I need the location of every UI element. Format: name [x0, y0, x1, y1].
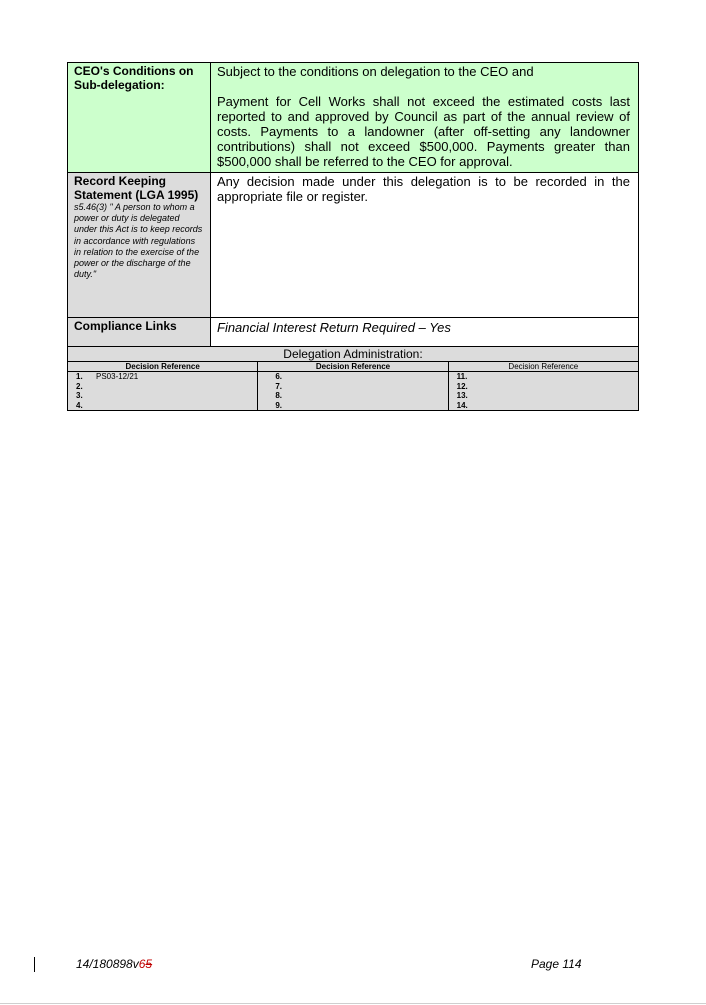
compliance-label: Compliance Links — [74, 319, 177, 333]
record-keeping-note: s5.46(3) " A person to whom a power or duty is delegated under this Act is to keep records in accordance with regulations in relation to the exercise of the power or the discharge of the duty." — [74, 202, 203, 280]
row-number: 12. — [456, 381, 468, 391]
admin-title: Delegation Administration: — [68, 347, 639, 362]
record-keeping-content-cell — [211, 173, 639, 318]
row-number: 1. — [76, 372, 83, 381]
admin-row — [68, 391, 257, 401]
admin-column-3 — [448, 372, 638, 411]
admin-row — [258, 382, 447, 392]
row-number: 2. — [76, 381, 83, 391]
row-number: 11. — [456, 372, 468, 381]
record-keeping-label: Record Keeping Statement (LGA 1995) — [74, 174, 199, 202]
admin-row — [258, 401, 447, 411]
version-deleted: 5 — [145, 957, 153, 971]
row-number: 4. — [76, 400, 83, 410]
row-number: 6. — [275, 372, 282, 381]
page-bottom-divider — [0, 1003, 706, 1004]
admin-row — [449, 391, 638, 401]
row-number: 13. — [456, 391, 468, 400]
conditions-content-cell — [211, 63, 639, 173]
conditions-para-1: Subject to the conditions on delegation to the CEO and — [217, 64, 534, 79]
record-keeping-label-cell — [68, 173, 211, 318]
admin-col-header-2: Decision Reference — [258, 362, 448, 372]
row-number: 8. — [275, 391, 282, 400]
page-number: Page 114 — [531, 957, 582, 971]
conditions-label-cell — [68, 63, 211, 173]
conditions-label: CEO's Conditions on Sub-delegation: — [74, 64, 194, 92]
admin-row — [449, 401, 638, 411]
admin-row — [258, 372, 447, 382]
row-number: 14. — [456, 400, 468, 410]
compliance-text: Financial Interest Return Required – Yes — [217, 320, 451, 335]
record-keeping-text: Any decision made under this delegation is to be recorded in the appropriate file or register. — [217, 174, 630, 204]
row-number: 3. — [76, 391, 83, 400]
admin-row — [258, 391, 447, 401]
row-number: 9. — [275, 400, 282, 410]
delegation-admin-table — [67, 346, 639, 411]
admin-row — [68, 382, 257, 392]
admin-col-header-3: Decision Reference — [448, 362, 638, 372]
conditions-para-2: Payment for Cell Works shall not exceed the estimated costs last reported to and approved by Council as part of the annual review of costs. Payments to a landowner (after off-setting any landowner contributions) shall not exceed $500,000. Payments greater than $500,000 shall be referred to the CEO for approval. — [217, 94, 630, 169]
decision-reference: PS03-12/21 — [96, 372, 139, 381]
admin-col-header-1: Decision Reference — [68, 362, 258, 372]
row-number: 7. — [275, 381, 282, 391]
document-number: 14/180898v — [76, 957, 139, 971]
admin-row — [449, 382, 638, 392]
version-inserted: 6 — [138, 957, 146, 971]
delegation-table — [67, 62, 639, 351]
admin-column-1 — [68, 372, 258, 411]
admin-column-2 — [258, 372, 448, 411]
admin-row — [449, 372, 638, 382]
document-reference — [76, 957, 152, 971]
admin-row — [68, 401, 257, 411]
admin-row — [68, 372, 257, 382]
revision-change-bar — [34, 957, 35, 972]
